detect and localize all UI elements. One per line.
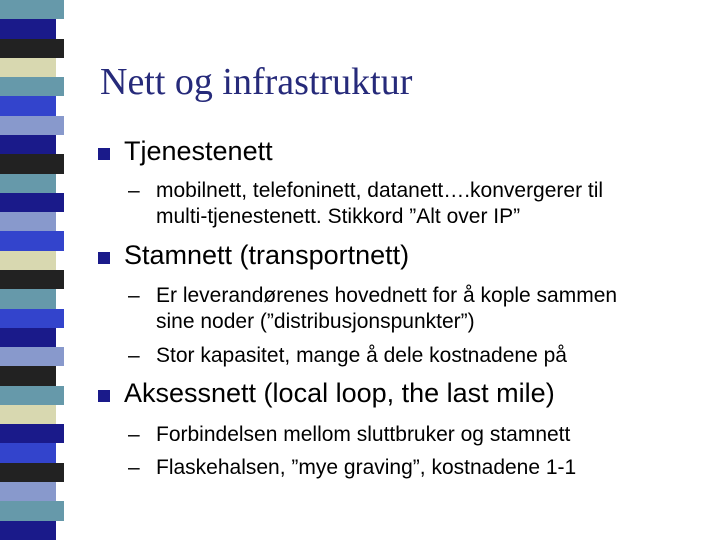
stripe-block [0,366,56,385]
bullet-item-tjenestenett: Tjenestenett [124,136,273,166]
stripe-block [0,39,64,58]
stripe-block [0,116,64,135]
sub-bullet-line: Er leverandørenes hovednett for å kople sammen [156,284,618,307]
stripe-block [0,96,56,115]
sub-bullet-dash: – [128,284,140,307]
sub-bullet-item: Forbindelsen mellom sluttbruker og stamnett [156,423,571,446]
bullet-square-icon [98,390,110,402]
stripe-block [0,443,56,462]
stripe-block [0,347,64,366]
sub-bullet-item [156,178,603,230]
bullet-item-aksessnett: Aksessnett (local loop, the last mile) [124,378,555,408]
sub-bullet-line: mobilnett, telefoninett, datanett….konvergerer til [156,179,604,202]
stripe-block [0,463,64,482]
stripe-block [0,174,56,193]
bullet-item-stamnett: Stamnett (transportnett) [124,240,410,270]
stripe-block [0,19,56,38]
stripe-block [0,521,56,540]
stripe-block [0,386,64,405]
bullet-square-icon [98,148,110,160]
stripe-block [0,501,64,520]
sub-bullet-item: Flaskehalsen, ”mye graving”, kostnadene 1-1 [156,456,577,479]
stripe-block [0,193,64,212]
sub-bullet-dash: – [128,344,140,367]
stripe-block [0,212,56,231]
stripe-block [0,482,56,501]
stripe-block [0,251,56,270]
sub-bullet-dash: – [128,456,140,479]
stripe-block [0,289,56,308]
sub-bullet-line: sine noder (”distribusjonspunkter”) [156,310,475,333]
slide-title: Nett og infrastruktur [100,61,413,103]
stripe-block [0,405,56,424]
sub-bullet-item [156,283,617,335]
sub-bullet-dash: – [128,423,140,446]
stripe-block [0,58,56,77]
stripe-block [0,328,56,347]
stripe-block [0,77,64,96]
stripe-block [0,424,64,443]
stripe-block [0,231,64,250]
sub-bullet-line: multi-tjenestenett. Stikkord ”Alt over IP” [156,205,521,228]
stripe-block [0,270,64,289]
stripe-block [0,135,56,154]
stripe-block [0,309,64,328]
stripe-block [0,0,64,19]
stripe-block [0,154,64,173]
sub-bullet-dash: – [128,179,140,202]
bullet-square-icon [98,252,110,264]
sub-bullet-item: Stor kapasitet, mange å dele kostnadene på [156,344,567,367]
decorative-stripe [0,0,64,540]
